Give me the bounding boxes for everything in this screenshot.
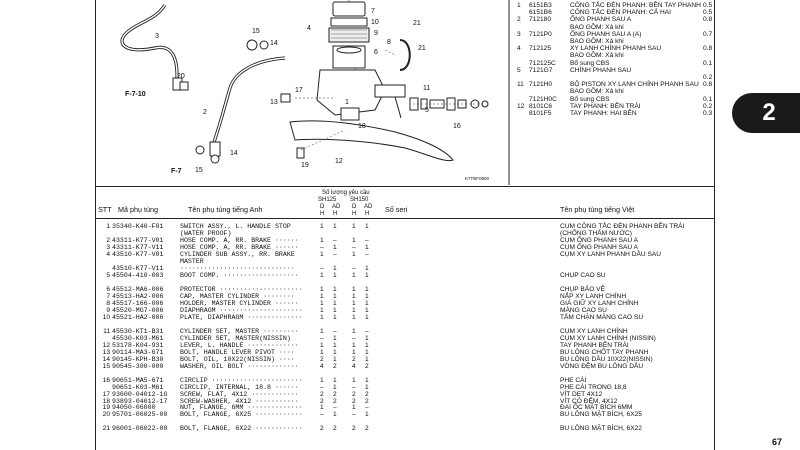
row-name-vn: CỤM XY LANH CHÍNH (NISSIN) [560, 334, 656, 342]
row-qty-2: 1 [333, 341, 337, 349]
row-qty-2: 1 [333, 292, 337, 300]
reference-desc: BỘ PISTON XY LANH CHÍNH PHANH SAU [570, 81, 699, 89]
row-qty-1: 2 [320, 390, 324, 398]
row-name-vn: CỤM XY LANH CHÍNH [560, 327, 628, 335]
row-name-en: BOLT, OIL, 10X22(NISSIN) ···· [180, 355, 295, 363]
col-sub2-3: H [352, 211, 357, 217]
reference-qty: 0.2 [703, 74, 713, 81]
row-qty-4: 1 [365, 348, 369, 356]
row-qty-4: 1 [365, 285, 369, 293]
reference-desc: Bổ sung CBS [570, 95, 610, 103]
row-stt: 7 [106, 292, 110, 300]
reference-num: 11 [517, 81, 524, 89]
row-qty-2: 1 [333, 411, 337, 419]
row-name-vn: (CHỐNG THẤM NƯỚC) [560, 229, 632, 237]
row-qty-1: 1 [320, 341, 324, 349]
row-name-en: SCREW, FLAT, 4X12 ············ [180, 390, 299, 398]
row-qty-3: – [352, 243, 356, 251]
row-qty-1: 4 [320, 362, 324, 370]
reference-code: 7121P0 [529, 30, 552, 38]
row-stt: 19 [102, 404, 110, 412]
row-qty-1: – [320, 264, 324, 272]
col-sub2-4: H [365, 211, 370, 217]
row-name-vn: TẤM CHẶN MÀNG CAO SU [560, 313, 644, 321]
reference-qty: 0.7 [703, 30, 713, 38]
row-part-no: 45504-410-003 [112, 271, 164, 279]
row-qty-1: 2 [320, 397, 324, 405]
callout-10: 10 [371, 19, 379, 26]
row-name-vn: VÍT DẸT 4X12 [560, 390, 603, 398]
row-stt: 10 [102, 313, 110, 321]
col-sub2-1: H [320, 211, 325, 217]
callout-12: 12 [335, 158, 343, 165]
row-qty-3: 1 [352, 223, 356, 230]
row-qty-4: 1 [365, 299, 369, 307]
reference-qty: 0.8 [703, 16, 713, 24]
row-qty-1: 1 [320, 348, 324, 356]
row-qty-1: 1 [320, 313, 324, 321]
row-part-no: 93600-04012-1G [112, 390, 168, 398]
row-qty-3: 2 [352, 355, 356, 363]
reference-desc: CÔNG TẮC ĐÈN PHANH: BÊN TAY PHANH [570, 2, 701, 9]
row-part-no: 90651-MA5-671 [112, 376, 164, 384]
row-name-en: HOSE COMP. A, RR. BRAKE ······ [180, 236, 299, 244]
reference-qty: 0.2 [703, 102, 713, 110]
callout-20: 20 [177, 73, 185, 80]
row-qty-1: 2 [320, 355, 324, 363]
col-sub-4: AD [364, 204, 373, 210]
row-qty-2: 1 [333, 334, 337, 342]
reference-desc: BAO GỒM: Xả khí [570, 38, 624, 45]
row-qty-3: 1 [352, 327, 356, 335]
row-name-vn: NẮP XY LANH CHÍNH [560, 292, 627, 300]
callout-17: 17 [295, 87, 303, 94]
row-qty-2: 1 [333, 313, 337, 321]
col-stt: STT [98, 205, 112, 214]
reference-desc: CHÍNH PHANH SAU [570, 66, 632, 74]
row-name-vn: PHE CÀI TRONG 18,8 [560, 383, 627, 391]
row-name-en: MASTER [180, 257, 204, 265]
row-qty-4: – [365, 250, 369, 258]
exploded-parts-diagram [95, 0, 510, 185]
row-stt: 16 [102, 376, 110, 384]
col-serial: Số seri [385, 205, 408, 214]
col-model-sh150: SH150 [350, 197, 369, 203]
divider-top [95, 186, 715, 187]
row-qty-4: 1 [365, 271, 369, 279]
row-stt: 5 [106, 271, 110, 279]
row-qty-1: 1 [320, 223, 324, 230]
row-qty-1: 1 [320, 404, 324, 412]
row-qty-4: 2 [365, 362, 369, 370]
col-sub-2: AD [332, 204, 341, 210]
callout-2: 2 [203, 109, 207, 116]
row-qty-2: 2 [333, 362, 337, 370]
row-part-no: 53178-K04-931 [112, 341, 164, 349]
reference-qty: 0.5 [703, 9, 713, 17]
row-qty-4: 1 [365, 223, 369, 230]
row-stt: 6 [106, 285, 110, 293]
row-stt: 14 [102, 355, 110, 363]
row-name-en: CYLINDER SET, MASTER ········· [180, 327, 299, 335]
row-name-vn: CỤM ỐNG PHANH SAU A [560, 243, 639, 251]
row-qty-1: 1 [320, 299, 324, 307]
callout-8: 8 [387, 39, 391, 46]
row-name-en: CAP, MASTER CYLINDER ········ [180, 292, 295, 300]
row-stt: 17 [102, 390, 110, 398]
row-stt: 21 [102, 425, 110, 433]
callout-4: 4 [307, 25, 311, 32]
reference-code: 712125 [529, 45, 552, 53]
row-qty-4: – [365, 236, 369, 244]
callout-16: 16 [453, 123, 461, 130]
row-name-en: CIRCLIP ······················· [180, 376, 303, 384]
row-qty-3: 1 [352, 236, 356, 244]
row-qty-2: – [333, 236, 337, 244]
row-qty-3: 1 [352, 271, 356, 279]
row-qty-2: 1 [333, 376, 337, 384]
reference-code: 7121H0C [529, 95, 557, 103]
row-name-vn: PHE CÀI [560, 376, 587, 384]
row-qty-2: 1 [333, 264, 337, 272]
row-qty-4: 1 [365, 383, 369, 391]
row-qty-3: 1 [352, 341, 356, 349]
row-name-en: CIRCLIP, INTERNAL, 18.8 ······ [180, 383, 299, 391]
row-name-en: BOLT, FLANGE, 6X25 ············ [180, 411, 303, 419]
row-part-no: 45513-HA2-006 [112, 292, 164, 300]
section-tab: 2 [732, 93, 800, 133]
callout-21a: 21 [413, 20, 421, 27]
row-qty-1: 1 [320, 236, 324, 244]
col-name-en: Tên phụ tùng tiếng Anh [188, 205, 263, 214]
col-sub-3: D [352, 204, 357, 210]
col-sub2-2: H [333, 211, 338, 217]
row-stt: 20 [102, 411, 110, 419]
row-qty-1: 2 [320, 425, 324, 433]
callout-15b: 15 [195, 167, 203, 174]
row-qty-3: 1 [352, 313, 356, 321]
row-qty-1: 1 [320, 250, 324, 258]
row-name-en: BOLT, HANDLE LEVER PIVOT ···· [180, 348, 295, 356]
row-qty-1: 1 [320, 292, 324, 300]
row-name-en: PROTECTOR ····················· [180, 285, 303, 293]
row-part-no: 35340-K40-F01 [112, 223, 164, 230]
reference-desc: Bổ sung CBS [570, 59, 610, 67]
row-name-en: SWITCH ASSY., L. HANDLE STOP [180, 223, 291, 230]
row-part-no: 45512-MA6-006 [112, 285, 164, 293]
row-stt: 15 [102, 362, 110, 370]
row-qty-2: 1 [333, 285, 337, 293]
row-qty-4: – [365, 327, 369, 335]
col-part-no: Mã phụ tùng [118, 205, 158, 214]
row-stt: 4 [106, 250, 110, 258]
row-qty-3: 1 [352, 285, 356, 293]
reference-code: 712180 [529, 16, 552, 24]
callout-13: 13 [270, 99, 278, 106]
row-part-no: 90145-KPH-B30 [112, 355, 164, 363]
callout-1: 1 [345, 99, 349, 106]
row-part-no: 45530-K03-M61 [112, 334, 164, 342]
row-name-vn: ĐAI ỐC MẶT BÍCH 6MM [560, 404, 633, 412]
row-part-no: 94050-06000 [112, 404, 156, 412]
reference-desc: BAO GỒM: Xả khí [570, 88, 624, 96]
row-name-en: PLATE, DIAPHRAGM ·············· [180, 313, 303, 321]
row-qty-1: 1 [320, 306, 324, 314]
row-part-no: 43311-K77-V11 [112, 243, 164, 251]
row-qty-2: 1 [333, 299, 337, 307]
row-name-vn: CHỤP CAO SU [560, 271, 606, 279]
row-name-en: HOSE COMP. A, RR. BRAKE ······ [180, 243, 299, 251]
row-part-no: 96001-06022-00 [112, 425, 168, 433]
callout-15a: 15 [252, 28, 260, 35]
row-qty-3: 2 [352, 390, 356, 398]
row-part-no: 90114-MA3-671 [112, 348, 164, 356]
row-stt: 3 [106, 243, 110, 251]
reference-qty: 0.3 [703, 110, 713, 117]
reference-code: 8101F5 [529, 110, 552, 117]
reference-desc: XY LANH CHÍNH PHANH SAU [570, 45, 662, 53]
row-name-vn: BU LÔNG DẦU 10X22(NISSIN) [560, 355, 653, 363]
row-qty-3: 1 [352, 376, 356, 384]
reference-desc: ỐNG PHANH SAU A [570, 16, 632, 24]
row-qty-3: 1 [352, 404, 356, 412]
reference-code: 7121G7 [529, 66, 553, 74]
reference-num: 2 [517, 16, 521, 24]
row-qty-2: 1 [333, 243, 337, 251]
row-qty-3: – [352, 383, 356, 391]
row-qty-1: – [320, 383, 324, 391]
row-qty-1: – [320, 243, 324, 251]
reference-qty: 0.8 [703, 45, 713, 53]
row-name-en: SCREW-WASHER, 4X12 ··········· [180, 397, 299, 405]
reference-num: 5 [517, 66, 521, 74]
row-name-vn: MÀNG CAO SU [560, 306, 607, 314]
col-sub-1: D [320, 204, 325, 210]
row-name-vn: BU LÔNG MẶT BÍCH, 6X22 [560, 425, 642, 433]
row-part-no: 95701-06025-00 [112, 411, 168, 419]
row-name-en: NUT, FLANGE, 6MM ·············· [180, 404, 303, 412]
row-stt: 11 [103, 327, 110, 335]
row-qty-4: 1 [365, 313, 369, 321]
row-name-vn: BU LÔNG CHỐT TAY PHANH [560, 348, 649, 356]
reference-num: 1 [517, 2, 521, 9]
row-name-en: BOOT COMP. ··················· [180, 271, 299, 279]
row-qty-1: 1 [320, 271, 324, 279]
divider-header [95, 218, 715, 219]
row-qty-4: – [365, 404, 369, 412]
row-qty-2: 1 [333, 306, 337, 314]
row-name-en: BOLT, FLANGE, 6X22 ············ [180, 425, 303, 433]
reference-code: 712125C [529, 59, 556, 67]
row-qty-2: 1 [333, 348, 337, 356]
row-qty-4: 1 [365, 334, 369, 342]
row-part-no: 45521-HA2-006 [112, 313, 164, 321]
row-qty-4: 1 [365, 292, 369, 300]
row-qty-2: 1 [333, 223, 337, 230]
col-model-sh125: SH125 [318, 197, 337, 203]
reference-code: 6151B3 [529, 2, 552, 9]
row-name-en: HOLDER, MASTER CYLINDER ······ [180, 299, 299, 307]
row-stt: 9 [106, 306, 110, 314]
callout-7: 7 [371, 8, 375, 15]
row-part-no: 93893-04012-17 [112, 397, 168, 405]
reference-desc: ỐNG PHANH SAU A (A) [570, 30, 642, 38]
row-qty-4: 2 [365, 425, 369, 433]
row-name-vn: VÒNG ĐỆM BU LÔNG DẦU [560, 362, 644, 370]
row-name-vn: CỤM XY LANH PHANH DẦU SAU [560, 250, 662, 258]
row-qty-2: 1 [333, 383, 337, 391]
row-qty-2: – [333, 250, 337, 258]
page-number: 67 [771, 437, 782, 447]
row-qty-3: 1 [352, 250, 356, 258]
row-name-vn: CHỤP BẢO VỆ [560, 285, 605, 293]
row-name-vn: VÍT CÓ ĐỆM, 4X12 [560, 397, 618, 405]
row-stt: 2 [106, 236, 110, 244]
reference-qty: 0.1 [703, 95, 713, 103]
row-name-en: ····························· [180, 264, 295, 272]
callout-18: 18 [358, 123, 366, 130]
diagram-code: K7TBF0800 [465, 176, 490, 181]
row-qty-3: 2 [352, 425, 356, 433]
row-qty-4: 1 [365, 341, 369, 349]
row-part-no: 45530-KT1-B31 [112, 327, 164, 335]
callout-14b: 14 [230, 150, 238, 157]
row-qty-2: 2 [333, 397, 337, 405]
row-name-en: (WATER PROOF) [180, 229, 232, 237]
reference-desc: TAY PHANH: HAI BÊN [570, 110, 637, 117]
row-part-no: 43510-K77-V01 [112, 250, 164, 258]
row-qty-4: 2 [365, 397, 369, 405]
row-name-en: CYLINDER SUB ASSY., RR. BRAKE [180, 250, 295, 258]
row-stt: 1 [106, 223, 110, 230]
reference-code: 7121H0 [529, 81, 553, 89]
row-qty-2: – [333, 404, 337, 412]
col-name-vn: Tên phụ tùng tiếng Việt [560, 205, 635, 214]
row-qty-4: 2 [365, 390, 369, 398]
row-name-vn: CỤM ỐNG PHANH SAU A [560, 236, 639, 244]
reference-qty: 0.8 [703, 81, 713, 89]
row-qty-3: – [352, 264, 356, 272]
row-part-no: 45517-166-006 [112, 299, 164, 307]
callout-5: 5 [425, 107, 429, 114]
row-qty-1: – [320, 334, 324, 342]
row-qty-2: – [333, 327, 337, 335]
row-qty-2: 2 [333, 390, 337, 398]
row-qty-3: – [352, 334, 356, 342]
callout-9: 9 [374, 30, 378, 37]
reference-code: 6151B6 [529, 9, 552, 17]
row-stt: 18 [102, 397, 110, 405]
row-qty-2: 1 [333, 355, 337, 363]
row-qty-3: 1 [352, 292, 356, 300]
row-qty-1: 1 [320, 285, 324, 293]
row-qty-3: 4 [352, 362, 356, 370]
row-qty-3: – [352, 411, 356, 419]
callout-14a: 14 [270, 40, 278, 47]
callout-19: 19 [301, 162, 309, 169]
row-qty-1: 1 [320, 327, 324, 335]
frame-ref-f710: F-7-10 [125, 91, 146, 98]
frame-ref-f7: F-7 [171, 168, 182, 175]
reference-desc: TAY PHANH: BÊN TRÁI [570, 102, 641, 110]
row-name-vn: GIÁ GIỮ XY LANH CHÍNH [560, 299, 639, 307]
reference-qty: 0.5 [703, 2, 713, 9]
callout-3: 3 [155, 33, 159, 40]
row-qty-3: 1 [352, 299, 356, 307]
row-qty-4: 1 [365, 411, 369, 419]
row-part-no: 43311-K77-V01 [112, 236, 164, 244]
callout-11: 11 [423, 85, 431, 92]
row-qty-4: 1 [365, 243, 369, 251]
row-part-no: 45520-MG7-006 [112, 306, 164, 314]
row-name-vn: TAY PHANH BÊN TRÁI [560, 341, 629, 349]
divider-right [714, 0, 715, 450]
row-qty-1: – [320, 411, 324, 419]
row-stt: 13 [102, 348, 110, 356]
reference-desc: BAO GỒM: Xả khí [570, 52, 624, 60]
reference-desc: CÔNG TẮC ĐÈN PHANH: CẢ HAI [570, 9, 671, 17]
reference-num: 3 [517, 30, 521, 38]
row-part-no: 43510-K77-V11 [112, 264, 164, 272]
callout-21b: 21 [418, 45, 426, 52]
row-qty-4: 1 [365, 264, 369, 272]
reference-num: 4 [517, 45, 521, 53]
row-name-en: CYLINDER SET, MASTER(NISSIN) [180, 334, 291, 342]
row-qty-3: 1 [352, 306, 356, 314]
row-qty-1: 1 [320, 376, 324, 384]
reference-desc: BAO GỒM: Xả khí [570, 23, 624, 31]
row-name-en: WASHER, OIL BOLT ············· [180, 362, 299, 370]
callout-6: 6 [374, 49, 378, 56]
row-qty-4: 1 [365, 306, 369, 314]
reference-qty: 0.1 [703, 59, 713, 67]
reference-code: 8101C6 [529, 102, 553, 110]
row-name-en: LEVER, L. HANDLE ············· [180, 341, 299, 349]
row-qty-2: 2 [333, 425, 337, 433]
reference-num: 12 [517, 102, 525, 110]
row-qty-4: 1 [365, 355, 369, 363]
col-qty-group: Số lượng yêu cầu [322, 190, 370, 196]
row-qty-3: 1 [352, 348, 356, 356]
row-qty-2: 1 [333, 271, 337, 279]
row-stt: 8 [106, 299, 110, 307]
row-name-vn: CỤM CÔNG TẮC ĐÈN PHANH BÊN TRÁI [560, 223, 685, 230]
row-stt: 12 [102, 341, 110, 349]
row-name-vn: BU LÔNG MẶT BÍCH, 6X25 [560, 411, 642, 419]
row-qty-4: 1 [365, 376, 369, 384]
row-part-no: 90651-K03-M61 [112, 383, 164, 391]
row-name-en: DIAPHRAGM ····················· [180, 306, 303, 314]
row-qty-3: 2 [352, 397, 356, 405]
row-part-no: 90545-300-000 [112, 362, 164, 370]
